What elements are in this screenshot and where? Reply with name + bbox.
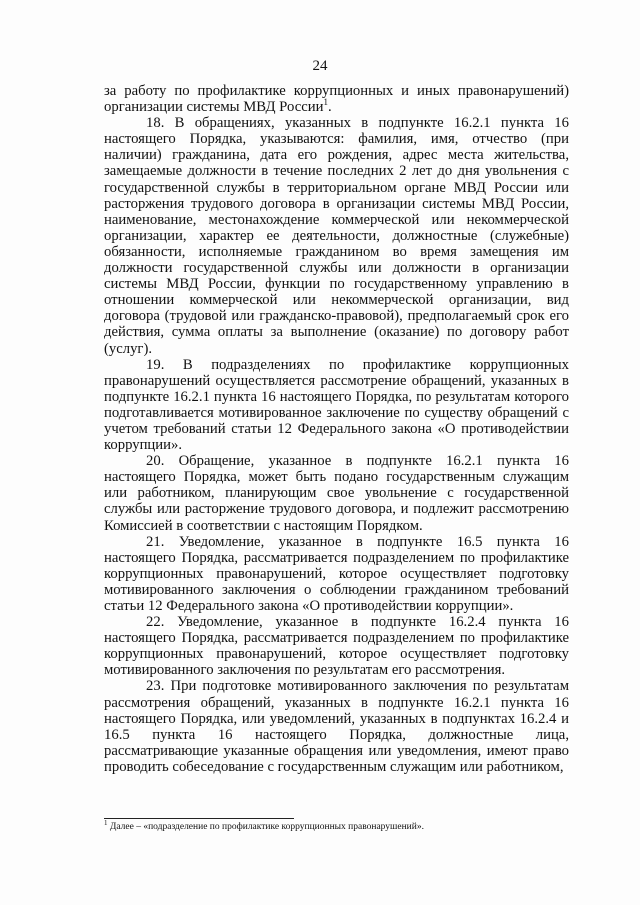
footnote-text: Далее – «подразделение по профилактике коррупционных правонарушений». — [107, 822, 424, 832]
paragraph-18: 18. В обращениях, указанных в подпункте 16.2.1 пункта 16 настоящего Порядка, указываются: фамилия, имя, отчество (при наличии) гражданина, дата его рождения, адрес места жительства, замещаемые должности в течение последних 2 лет до дня увольнения с государственной службы в территориальном органе МВД России или расторжения трудового договора в организации системы МВД России, наименование, местонахождение коммерческой или некоммерческой организации, характер ее деятельности, должностные (служебные) обязанности, исполняемые гражданином во время замещения им должности государственной службы или должности в организации системы МВД России, функции по государственному управлению в отношении коммерческой или некоммерческой организации, вид договора (трудовой или гражданско-правовой), предполагаемый срок его действия, сумма оплаты за выполнение (оказание) по договору работ (услуг). — [104, 115, 569, 357]
footnote-reference: 1 — [323, 97, 328, 108]
footnote-divider — [104, 818, 294, 819]
paragraph-text: за работу по профилактике коррупционных и иных правонарушений) организации системы МВД России — [104, 83, 569, 116]
paragraph-23: 23. При подготовке мотивированного заключения по результатам рассмотрения обращений, указанных в подпункте 16.2.1 пункта 16 настоящего Порядка, или уведомлений, указанных в подпунктах 16.2.4 и 16.5 пункта 16 настоящего Порядка, должностные лица, рассматривающие указанные обращения или уведомления, имеют право проводить собеседование с государственным служащим или работником, — [104, 678, 569, 775]
footnote — [104, 818, 569, 833]
paragraph-21: 21. Уведомление, указанное в подпункте 16.5 пункта 16 настоящего Порядка, рассматривается подразделением по профилактике коррупционных правонарушений, которое осуществляет подготовку мотивированного заключения о соблюдении гражданином требований статьи 12 Федерального закона «О противодействии коррупции». — [104, 533, 569, 614]
page-number: 24 — [312, 58, 328, 74]
paragraph-20: 20. Обращение, указанное в подпункте 16.2.1 пункта 16 настоящего Порядка, может быть подано государственным служащим или работником, планирующим свое увольнение с государственной службы или расторжение трудового договора, и подлежит рассмотрению Комиссией в соответствии с настоящим Порядком. — [104, 453, 569, 534]
footnote-marker: 1 — [104, 818, 108, 827]
paragraph-tail: . — [327, 99, 332, 116]
paragraph-19: 19. В подразделениях по профилактике коррупционных правонарушений осуществляется рассмотрение обращений, указанных в подпункте 16.2.1 пункта 16 настоящего Порядка, по результатам которого подготавливается мотивированное заключение по существу обращений с учетом требований статьи 12 Федерального закона «О противодействии коррупции». — [104, 356, 569, 454]
paragraph-continuation — [104, 83, 569, 115]
paragraph-22: 22. Уведомление, указанное в подпункте 16.2.4 пункта 16 настоящего Порядка, рассматривается подразделением по профилактике коррупционных правонарушений, которое осуществляет подготовку мотивированного заключения по результатам его рассмотрения. — [104, 614, 569, 679]
body-text — [104, 83, 569, 775]
